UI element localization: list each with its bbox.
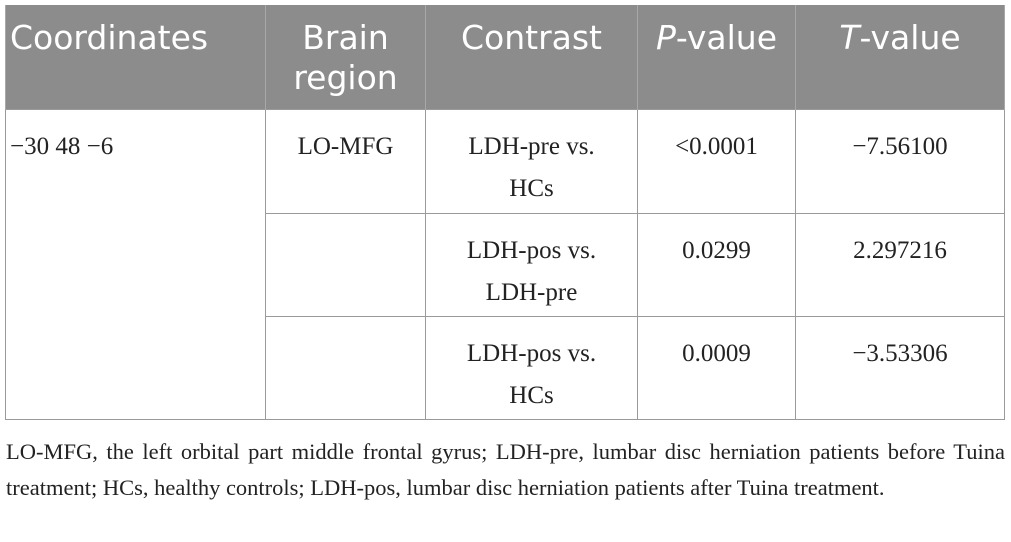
cell-coordinates: −30 48 −6	[6, 109, 266, 419]
cell-brain-region-empty	[266, 213, 426, 316]
cell-brain-region-empty	[266, 316, 426, 419]
cell-p-value: <0.0001	[638, 109, 796, 213]
contrast-line2: HCs	[509, 381, 554, 409]
header-brain-region	[266, 5, 426, 109]
header-t-value	[796, 5, 1005, 109]
cell-contrast	[426, 316, 638, 419]
header-t-italic: T	[839, 18, 860, 57]
header-p-italic: P	[655, 18, 676, 57]
cell-p-value: 0.0009	[638, 316, 796, 419]
contrast-line1: LDH-pos vs.	[466, 339, 597, 367]
header-brain-region-line2: region	[293, 58, 398, 97]
table-row	[6, 109, 1005, 213]
cell-contrast	[426, 109, 638, 213]
table-footnote: LO-MFG, the left orbital part middle frontal gyrus; LDH-pre, lumbar disc herniation patients before Tuina treatment; HCs, healthy controls; LDH-pos, lumbar disc herniation patients after Tuina treatment.	[6, 439, 1005, 500]
cell-contrast	[426, 213, 638, 316]
contrast-line1: LDH-pre vs.	[468, 132, 595, 160]
cell-t-value: −3.53306	[796, 316, 1005, 419]
header-brain-region-line1: Brain	[302, 18, 389, 57]
table-header-row	[6, 5, 1005, 109]
header-t-rest: -value	[859, 18, 961, 57]
header-p-value	[638, 5, 796, 109]
cell-t-value: 2.297216	[796, 213, 1005, 316]
cell-t-value: −7.56100	[796, 109, 1005, 213]
contrast-line1: LDH-pos vs.	[466, 236, 597, 264]
header-p-rest: -value	[675, 18, 778, 57]
contrast-line2: HCs	[509, 174, 554, 202]
cell-p-value: 0.0299	[638, 213, 796, 316]
cell-brain-region: LO-MFG	[266, 109, 426, 213]
contrast-line2: LDH-pre	[485, 278, 578, 306]
header-contrast: Contrast	[426, 5, 638, 109]
results-table	[5, 5, 1005, 420]
header-coordinates: Coordinates	[6, 5, 266, 109]
